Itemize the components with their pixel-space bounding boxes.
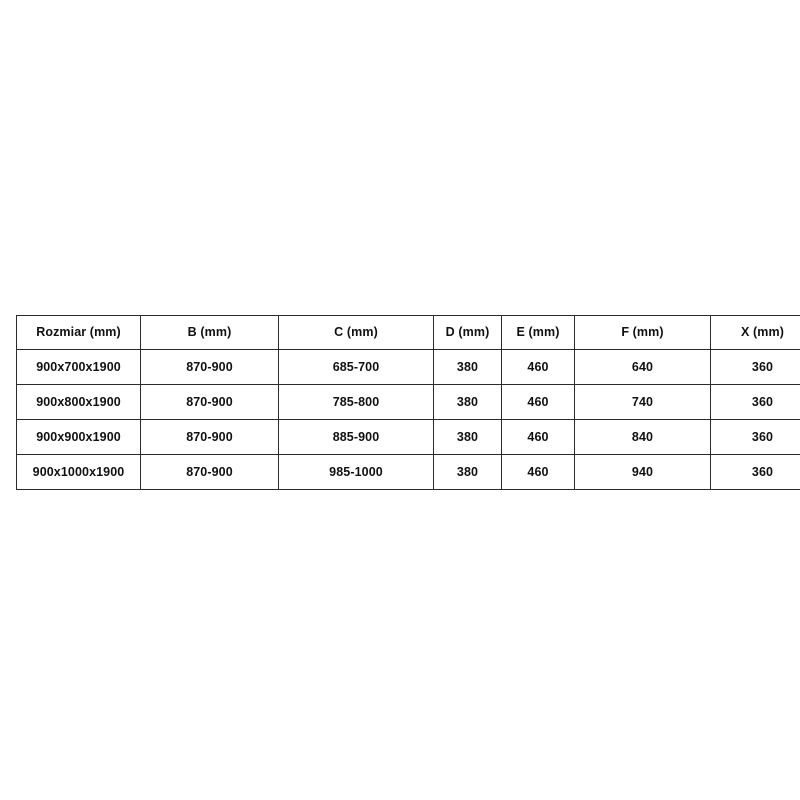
table-row: [17, 420, 800, 455]
table-cell: 870-900: [141, 385, 279, 420]
table-cell: 900x800x1900: [17, 385, 141, 420]
table-row: [17, 385, 800, 420]
column-header-f: F (mm): [575, 316, 711, 350]
table-cell: 900x900x1900: [17, 420, 141, 455]
table-cell: 640: [575, 350, 711, 385]
table-cell: 380: [434, 420, 502, 455]
table-cell: 870-900: [141, 420, 279, 455]
table-cell: 460: [502, 385, 575, 420]
table-cell: 740: [575, 385, 711, 420]
table-cell: 380: [434, 350, 502, 385]
table-cell: 380: [434, 385, 502, 420]
column-header-d: D (mm): [434, 316, 502, 350]
column-header-c: C (mm): [279, 316, 434, 350]
table-cell: 460: [502, 455, 575, 490]
table-row: [17, 350, 800, 385]
table-cell: 940: [575, 455, 711, 490]
table-cell: 460: [502, 420, 575, 455]
column-header-x: X (mm): [711, 316, 800, 350]
table-cell: 900x700x1900: [17, 350, 141, 385]
table-row: [17, 455, 800, 490]
table-cell: 685-700: [279, 350, 434, 385]
dimension-table: [16, 315, 800, 490]
table-header-row: [17, 316, 800, 350]
table-body: [17, 350, 800, 490]
table-cell: 840: [575, 420, 711, 455]
table-cell: 360: [711, 455, 800, 490]
column-header-b: B (mm): [141, 316, 279, 350]
table-cell: 460: [502, 350, 575, 385]
column-header-size: Rozmiar (mm): [17, 316, 141, 350]
dimension-table-container: [16, 315, 784, 490]
column-header-e: E (mm): [502, 316, 575, 350]
table-cell: 885-900: [279, 420, 434, 455]
table-cell: 985-1000: [279, 455, 434, 490]
table-cell: 870-900: [141, 455, 279, 490]
table-cell: 870-900: [141, 350, 279, 385]
table-cell: 785-800: [279, 385, 434, 420]
table-cell: 360: [711, 420, 800, 455]
table-cell: 360: [711, 385, 800, 420]
table-cell: 900x1000x1900: [17, 455, 141, 490]
table-cell: 380: [434, 455, 502, 490]
table-cell: 360: [711, 350, 800, 385]
table-header: [17, 316, 800, 350]
